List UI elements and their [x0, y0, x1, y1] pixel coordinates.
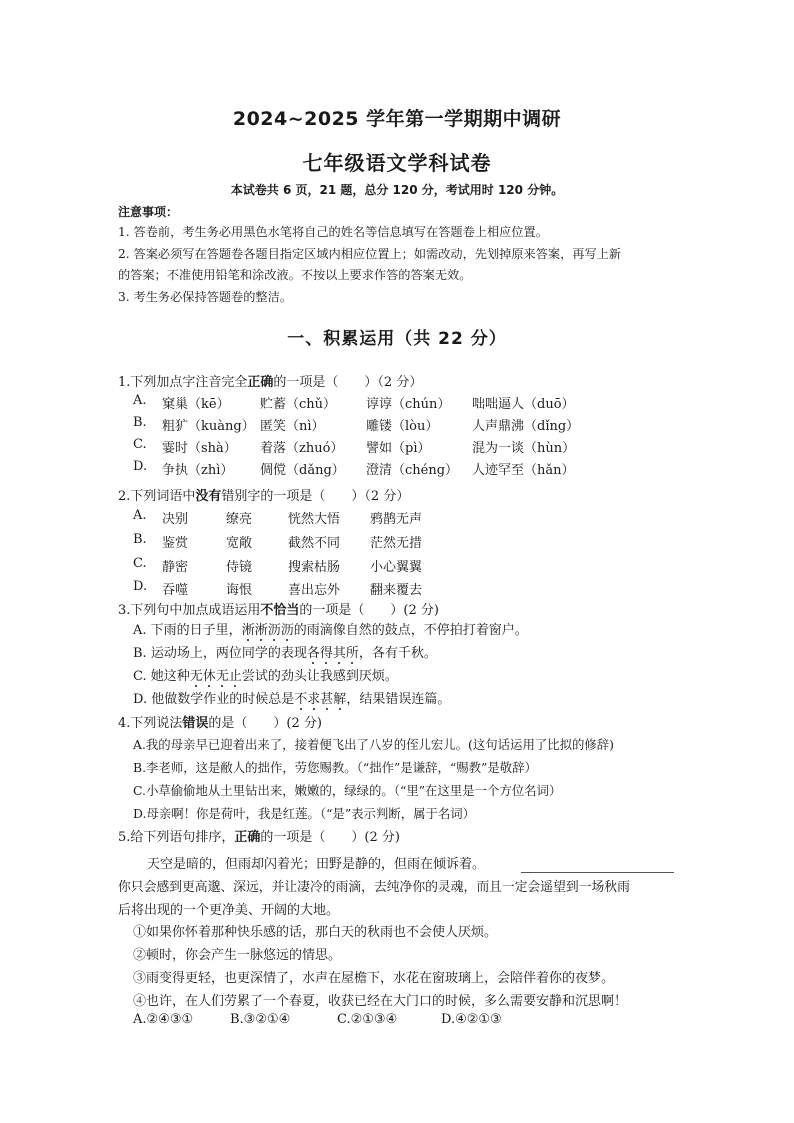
question-5-emphasis: 正确: [234, 830, 261, 845]
question-2-stem: 2.下列词语中没有错别字的一项是（ ）（2 分）: [118, 489, 410, 504]
dotted-character: 淅: [242, 619, 255, 638]
question-5-option-a[interactable]: A.②④③①: [133, 1012, 194, 1027]
question-3-option-d[interactable]: D. 他做数学作业的时候总是不求甚解，结果错误连篇。: [133, 688, 450, 707]
notice-line-2a: 2. 答案必须写在答题卷各题目指定区域内相应位置上；如需改动，先划掉原来答案，再写上新: [118, 247, 622, 261]
question-5-option-c[interactable]: C.②①③④: [337, 1012, 398, 1027]
question-4-option-d[interactable]: D.母亲啊！你是荷叶，我是红莲。（“是”表示判断，属于名词）: [133, 806, 476, 821]
question-5-passage-line-1: 天空是暗的，但雨却闪着光；田野是静的，但雨在倾诉着。: [147, 857, 486, 872]
notice-line-2b: 的答案；不准使用铅笔和涂改液。不按以上要求作答的答案无效。: [118, 268, 472, 282]
exam-page: 2024~2025 学年第一学期期中调研 七年级语文学科试卷 本试卷共 6 页，21 题，总分 120 分，考试用时 120 分钟。 注意事项： 1. 答卷前，考生务必用黑色水笔将自己的姓名等信息填写在答题卷上相应位置。 2. 答案必须写在答题卷各题目指定区域内相应位置上；如需改动，先划掉原来答案，再写上新 的答案；不准使用铅笔和涂改液。不按以上要求作答的答案无效。 3. 考生务必保持答题卷的整洁。 一、积累运用（共 22 分） 1.下列加点字注音完全正确的一项是（ ）（2 分） A. 窠巢（kē） 贮蓄（chǔ） 谆谆（chún） 咄咄逼人（duō） B. 粗犷（kuàng） 匿笑（nì） 雕镂（lòu） 人声鼎沸（dǐng） C. 霎时（shà） 着落（zhuó） 譬如（pì） 混为一谈（hùn） D. 争执（zhì） 倜傥（dǎng） 澄清（chéng） 人迹罕至（hǎn） 2.下列词语中没有错别字的一项是（ ）（2 分） A. 决别 缭亮 恍然大悟 鸦鹊无声 B. 鉴赏 宽敞 截然不同 茫然无措 C. 静密 侍镜 搜索枯肠 小心翼翼 D. 吞噬 诲恨 喜出忘外 翻来覆去 3.下列句中加点成语运用不恰当的一项是（ ）(2 分) A. 下雨的日子里，淅淅沥沥的雨滴像自然的鼓点，不停拍打着窗户。 B. 运动场上，两位同学的表现各得其所，各有千秋。 C. 她这种无休无止尝试的劲头让我感到厌烦。 D. 他做数学作业的时候总是不求甚解，结果错误连篇。 4.下列说法错误的是（ ）(2 分) A.我的母亲早已迎着出来了，接着便飞出了八岁的侄儿宏儿。(这句话运用了比拟的修辞) B.李老师，这是敝人的拙作，劳您赐教。（“拙作”是谦辞，“赐教”是敬辞） C.小草偷偷地从土里钻出来，嫩嫩的，绿绿的。（“里”在这里是一个方位名词） D.母亲啊！你是荷叶，我是红莲。（“是”表示判断，属于名词） 5.给下列语句排序，正确的一项是（ ）(2 分) 天空是暗的，但雨却闪着光；田野是静的，但雨在倾诉着。 你只会感到更高邈、深远，并让凄冷的雨滴，去纯净你的灵魂，而且一定会遥望到一场秋雨 后将出现的一个更净美、开阔的大地。 ①如果你怀着那种快乐感的话，那白天的秋雨也不会使人厌烦。 ②顿时，你会产生一脉悠远的情思。 ③雨变得更轻，也更深情了，水声在屋檐下，水花在窗玻璃上，会陪伴着你的夜梦。 ④也许，在人们劳累了一个春夏，收获已经在大门口的时候，多么需要安静和沉思啊！ A.②④③① B.③②①④ C.②①③④ D.④②①③: [0, 0, 794, 1123]
notice-line-3: 3. 考生务必保持答题卷的整洁。: [118, 290, 292, 304]
section-heading: 一、积累运用（共 22 分）: [287, 329, 507, 349]
question-5-option-b[interactable]: B.③②①④: [230, 1012, 291, 1027]
dotted-character: 不: [294, 688, 307, 707]
question-4-option-b[interactable]: B.李老师，这是敝人的拙作，劳您赐教。（“拙作”是谦辞，“赐教”是敬辞）: [133, 760, 537, 775]
question-5-sentence-3: ③雨变得更轻，也更深情了，水声在屋檐下，水花在窗玻璃上，会陪伴着你的夜梦。: [133, 971, 615, 986]
dotted-character: 得: [320, 642, 333, 661]
notice-line-1: 1. 答卷前，考生务必用黑色水笔将自己的姓名等信息填写在答题卷上相应位置。: [118, 225, 548, 239]
question-5-passage-line-2: 你只会感到更高邈、深远，并让凄冷的雨滴，去纯净你的灵魂，而且一定会遥望到一场秋雨: [118, 880, 630, 895]
dotted-character: 解: [333, 688, 346, 707]
dotted-character: 各: [307, 642, 320, 661]
dotted-character: 其: [333, 642, 346, 661]
question-3-option-a[interactable]: A. 下雨的日子里，淅淅沥沥的雨滴像自然的鼓点，不停拍打着窗户。: [133, 619, 528, 638]
dotted-character: 甚: [320, 688, 333, 707]
dotted-character: 无: [190, 665, 203, 684]
question-3-option-c[interactable]: C. 她这种无休无止尝试的劲头让我感到厌烦。: [133, 665, 398, 684]
question-4-emphasis: 错误: [182, 716, 209, 731]
exam-title: 2024~2025 学年第一学期期中调研: [232, 108, 562, 130]
question-5-sentence-4: ④也许，在人们劳累了一个春夏，收获已经在大门口的时候，多么需要安静和沉思啊！: [133, 994, 628, 1009]
question-5-passage-line-3: 后将出现的一个更净美、开阔的大地。: [118, 903, 340, 918]
question-3-option-b[interactable]: B. 运动场上，两位同学的表现各得其所，各有千秋。: [133, 642, 437, 661]
question-5-sentence-1: ①如果你怀着那种快乐感的话，那白天的秋雨也不会使人厌烦。: [133, 925, 498, 940]
dotted-character: 沥: [281, 619, 294, 638]
question-3-stem: 3.下列句中加点成语运用不恰当的一项是（ ）(2 分): [118, 603, 439, 618]
question-3-emphasis: 不恰当: [260, 603, 300, 618]
dotted-idiom-c: [190, 669, 242, 684]
dotted-character: 所: [346, 642, 359, 661]
dotted-character: 止: [229, 665, 242, 684]
question-2-emphasis: 没有: [195, 489, 222, 504]
dotted-idiom-d: [294, 692, 346, 707]
question-1-emphasis: 正确: [247, 375, 274, 390]
question-4-option-c[interactable]: C.小草偷偷地从土里钻出来，嫩嫩的，绿绿的。（“里”在这里是一个方位名词）: [133, 783, 562, 798]
exam-info: 本试卷共 6 页，21 题，总分 120 分，考试用时 120 分钟。: [230, 183, 564, 197]
dotted-idiom-a: [242, 623, 294, 638]
dotted-character: 沥: [268, 619, 281, 638]
exam-subtitle: 七年级语文学科试卷: [302, 151, 492, 175]
dotted-character: 淅: [255, 619, 268, 638]
question-4-option-a[interactable]: A.我的母亲早已迎着出来了，接着便飞出了八岁的侄儿宏儿。(这句话运用了比拟的修辞): [133, 737, 615, 752]
dotted-character: 求: [307, 688, 320, 707]
question-5-sentence-2: ②顿时，你会产生一脉悠远的情思。: [133, 948, 342, 963]
dotted-idiom-b: [307, 646, 359, 661]
question-5-stem: 5.给下列语句排序，正确的一项是（ ）(2 分): [118, 830, 400, 845]
dotted-character: 休: [203, 665, 216, 684]
dotted-character: 无: [216, 665, 229, 684]
answer-blank-line[interactable]: [521, 872, 674, 873]
question-5-option-d[interactable]: D.④②①③: [441, 1012, 502, 1027]
question-1-stem: 1.下列加点字注音完全正确的一项是（ ）（2 分）: [118, 375, 423, 390]
question-4-stem: 4.下列说法错误的是（ ）(2 分): [118, 716, 322, 731]
notice-title: 注意事项：: [118, 205, 179, 219]
